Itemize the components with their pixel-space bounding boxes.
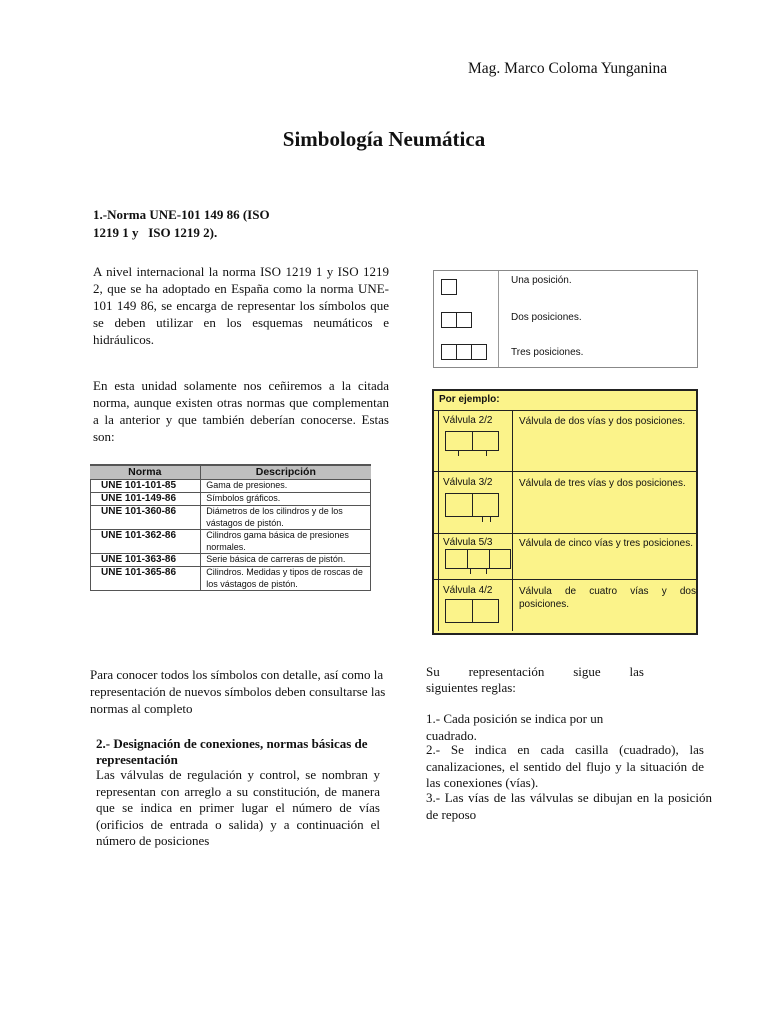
norma-cell: UNE 101-149-86 [101, 493, 177, 504]
valve-name: Válvula 4/2 [443, 585, 493, 596]
valve-name: Válvula 5/3 [443, 537, 493, 548]
descripcion-cell: Gama de presiones. [200, 480, 370, 492]
rule-3: 3.- Las vías de las válvulas se dibujan en la posición de reposo [426, 790, 712, 822]
position-square-icon [441, 344, 457, 360]
descripcion-cell: Serie básica de carreras de pistón. [200, 554, 370, 566]
figure-rule [434, 533, 696, 534]
table-row [91, 493, 370, 506]
position-square-icon [441, 312, 457, 328]
position-label-three: Tres posiciones. [511, 347, 584, 358]
valve-2-2-symbol-icon [445, 431, 499, 451]
descripcion-cell: Cilindros. Medidas y tipos de roscas de los vástagos de pistón. [200, 567, 370, 590]
norm-table-header [90, 464, 371, 480]
section1-heading-line2: 1219 1 y ISO 1219 2). [93, 225, 218, 240]
table-row [91, 567, 370, 591]
norm-table [90, 464, 371, 591]
position-square-icon [456, 312, 472, 328]
valve-row [438, 475, 693, 533]
rules-intro-word: representación [468, 664, 545, 679]
position-label-one: Una posición. [511, 275, 572, 286]
section1-heading-line1: 1.-Norma UNE-101 149 86 (ISO [93, 207, 270, 222]
rules-intro-line2: siguientes reglas: [426, 680, 516, 695]
norma-cell: UNE 101-101-85 [101, 480, 177, 491]
norma-cell: UNE 101-360-86 [101, 506, 177, 517]
valve-name: Válvula 3/2 [443, 477, 493, 488]
figure-rule [434, 579, 696, 580]
position-square-icon [471, 344, 487, 360]
valve-row [438, 413, 693, 471]
descripcion-cell: Diámetros de los cilindros y de los vástagos de pistón. [200, 506, 370, 529]
header-norma: Norma [128, 466, 162, 478]
valve-3-2-symbol-icon [445, 493, 499, 517]
figure-rule [434, 410, 696, 411]
valve-examples-figure [432, 389, 698, 635]
valve-row [438, 535, 693, 579]
descripcion-cell: Cilindros gama básica de presiones normales. [200, 530, 370, 553]
valve-description: Válvula de cuatro vías y dos posiciones. [519, 586, 696, 610]
descripcion-cell: Símbolos gráficos. [200, 493, 370, 505]
valve-description: Válvula de cinco vías y tres posiciones. [519, 538, 693, 549]
section1-heading [93, 206, 308, 242]
table-row [91, 480, 370, 493]
valve-description: Válvula de dos vías y dos posiciones. [519, 416, 686, 427]
valve-description: Válvula de tres vías y dos posiciones. [519, 478, 686, 489]
rules-intro-word: Su [426, 664, 440, 679]
examples-heading: Por ejemplo: [439, 394, 500, 405]
rule-1: 1.- Cada posición se indica por un cuadrado. [426, 711, 604, 743]
table-row [91, 530, 370, 554]
valve-4-2-symbol-icon [445, 599, 499, 623]
position-label-two: Dos posiciones. [511, 312, 582, 323]
positions-figure [433, 270, 698, 368]
figure-divider [498, 271, 499, 367]
valve-5-3-symbol-icon [445, 549, 511, 569]
norma-cell: UNE 101-362-86 [101, 530, 177, 541]
rules-intro-word: sigue [573, 664, 601, 679]
rules-intro [426, 664, 644, 696]
rule-2: 2.- Se indica en cada casilla (cuadrado), las canalizaciones, el sentido del flujo y la situación de las conexiones (vías). [426, 742, 704, 790]
position-square-icon [456, 344, 472, 360]
table-row [91, 554, 370, 567]
norma-cell: UNE 101-365-86 [101, 567, 177, 578]
norma-cell: UNE 101-363-86 [101, 554, 177, 565]
section1-paragraph2: En esta unidad solamente nos ceñiremos a la citada norma, aunque existen otras normas que complementan a la anterior y que también deberían conocerse. Estas son: [93, 378, 389, 444]
section2-body: Las válvulas de regulación y control, se nombran y representan con arreglo a su constitución, de manera que se indica en primer lugar el número de vías (orificios de entrada o salida) y a continuación el número de posiciones [96, 767, 380, 848]
valve-name: Válvula 2/2 [443, 415, 493, 426]
header-descripcion: Descripción [200, 466, 371, 479]
table-row [91, 506, 370, 530]
section1-paragraph1: A nivel internacional la norma ISO 1219 1 y ISO 1219 2, que se ha adoptado en España como la norma UNE-101 149 86, se encarga de representar los símbolos que se deben utilizar en los esquemas neumáticos e hidráulicos. [93, 264, 389, 347]
valve-row [438, 583, 696, 629]
section2-heading: 2.- Designación de conexiones, normas básicas de representación [96, 736, 368, 767]
rules-intro-word: las [629, 664, 644, 679]
position-square-icon [441, 279, 457, 295]
figure-rule [434, 471, 696, 472]
page-title: Simbología Neumática [282, 127, 486, 151]
author-name: Mag. Marco Coloma Yunganina [468, 60, 668, 77]
standards-note: Para conocer todos los símbolos con detalle, así como la representación de nuevos símbolos deben consultarse las normas al completo [90, 667, 386, 716]
